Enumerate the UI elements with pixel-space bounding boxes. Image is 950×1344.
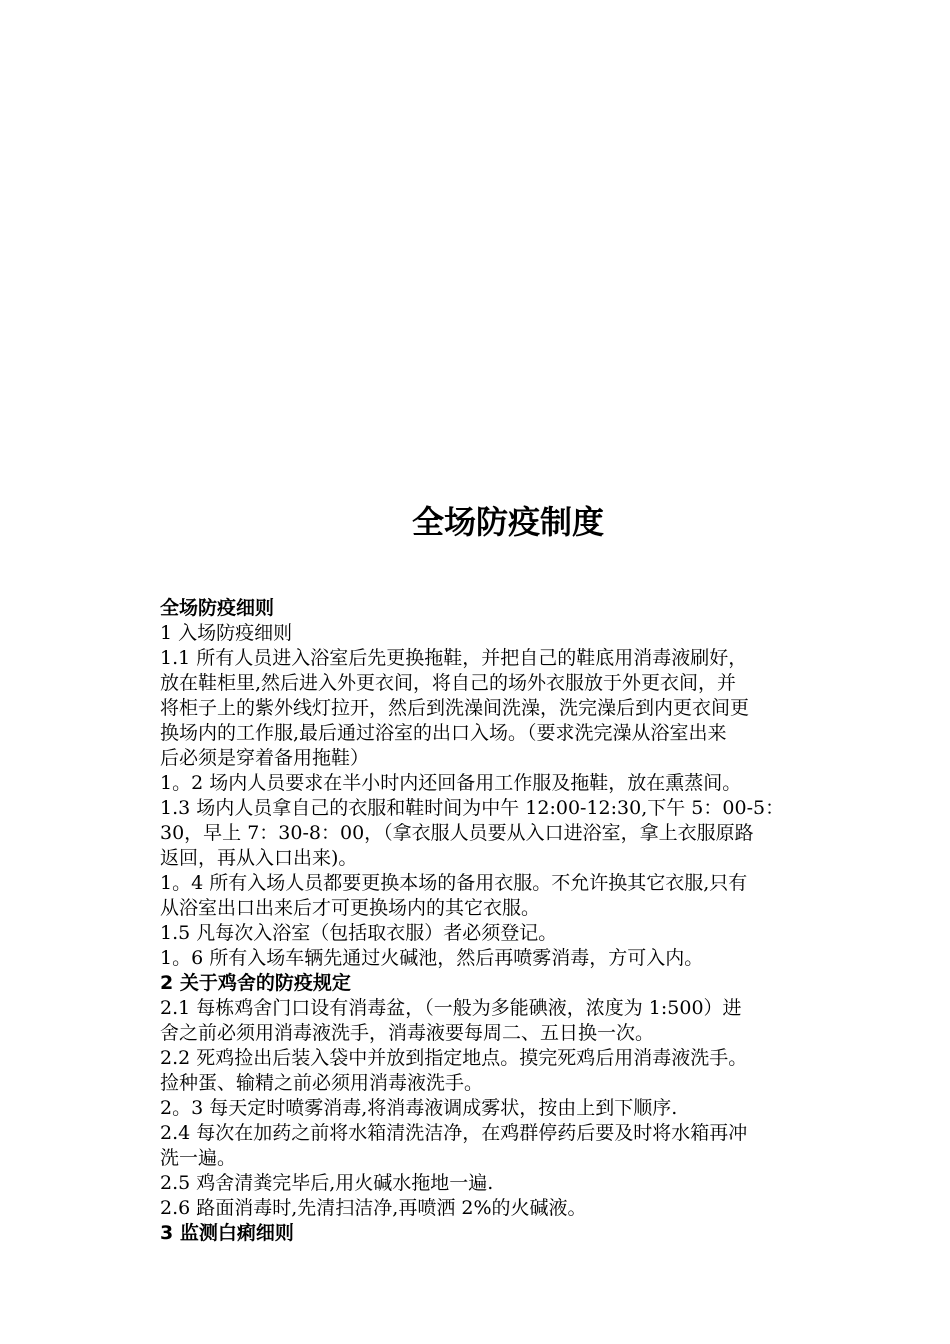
body-text-line: 换场内的工作服,最后通过浴室的出口入场。（要求洗完澡从浴室出来 <box>160 722 727 744</box>
document-body <box>160 596 860 1246</box>
body-text-line: 1.5 凡每次入浴室（包括取衣服）者必须登记。 <box>160 922 558 944</box>
body-text-line: 1。6 所有入场车辆先通过火碱池，然后再喷雾消毒，方可入内。 <box>160 947 704 969</box>
body-text-line: 2.2 死鸡捡出后装入袋中并放到指定地点。摸完死鸡后用消毒液洗手。 <box>160 1047 748 1069</box>
section-heading: 3 监测白痢细则 <box>160 1222 294 1244</box>
body-text-line: 1。2 场内人员要求在半小时内还回备用工作服及拖鞋，放在熏蒸间。 <box>160 772 742 794</box>
body-text-line: 从浴室出口出来后才可更换场内的其它衣服。 <box>160 897 541 919</box>
body-text-line: 2.5 鸡舍清粪完毕后,用火碱水拖地一遍. <box>160 1172 494 1194</box>
body-text-line: 捡种蛋、输精之前必须用消毒液洗手。 <box>160 1072 484 1094</box>
body-text-line: 1。4 所有入场人员都要更换本场的备用衣服。不允许换其它衣服,只有 <box>160 872 748 894</box>
page-title: 全场防疫制度 <box>411 503 604 541</box>
body-text-line: 将柜子上的紫外线灯拉开，然后到洗澡间洗澡，洗完澡后到内更衣间更 <box>160 697 750 719</box>
body-text-line: 后必须是穿着备用拖鞋） <box>160 747 370 769</box>
body-text-line: 1.1 所有人员进入浴室后先更换拖鞋，并把自己的鞋底用消毒液刷好， <box>160 647 748 669</box>
body-text-line: 1 入场防疫细则 <box>160 622 293 644</box>
body-text-line: 30，早上 7：30-8：00，（拿衣服人员要从入口进浴室，拿上衣服原路 <box>160 822 754 844</box>
body-text-line: 1.3 场内人员拿自己的衣服和鞋时间为中午 12:00-12:30,下午 5：00-5： <box>160 797 785 819</box>
body-text-line: 放在鞋柜里,然后进入外更衣间，将自己的场外衣服放于外更衣间，并 <box>160 672 737 694</box>
body-text-line: 洗一遍。 <box>160 1147 237 1169</box>
body-text-line: 2.4 每次在加药之前将水箱清洗洁净，在鸡群停药后要及时将水箱再冲 <box>160 1122 748 1144</box>
section-heading: 2 关于鸡舍的防疫规定 <box>160 972 351 994</box>
section-heading: 全场防疫细则 <box>160 597 275 619</box>
body-text-line: 2.6 路面消毒时,先清扫洁净,再喷洒 2%的火碱液。 <box>160 1197 587 1219</box>
body-text-line: 返回，再从入口出来)。 <box>160 847 358 869</box>
body-text-line: 2。3 每天定时喷雾消毒,将消毒液调成雾状，按由上到下顺序. <box>160 1097 678 1119</box>
body-text-line: 2.1 每栋鸡舍门口设有消毒盆，（一般为多能碘液，浓度为 1:500）进 <box>160 997 742 1019</box>
body-text-line: 舍之前必须用消毒液洗手，消毒液要每周二、五日换一次。 <box>160 1022 655 1044</box>
